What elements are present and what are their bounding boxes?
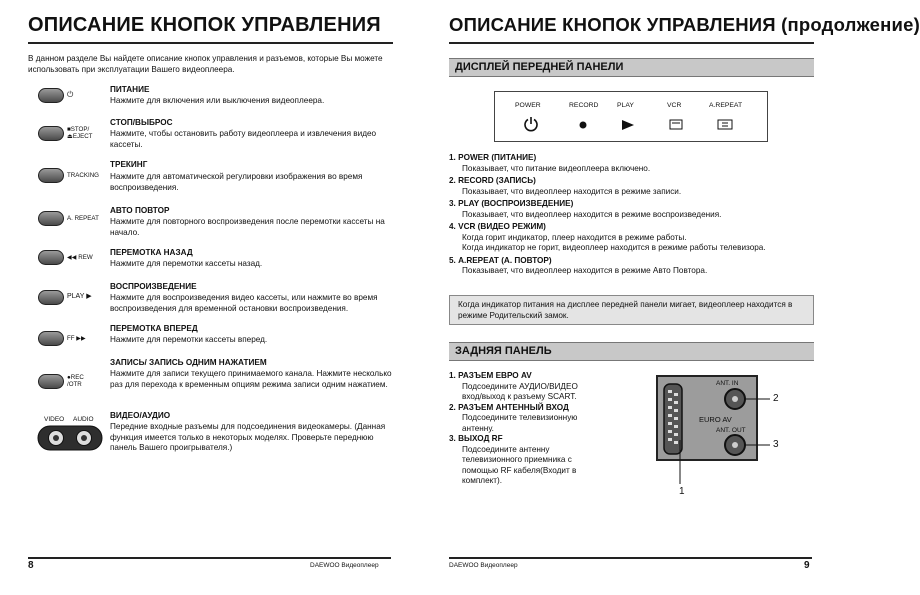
euro-av-label: EURO AV (699, 415, 732, 424)
display-vcr-icon (669, 119, 683, 130)
display-label-record: RECORD (569, 102, 599, 109)
display-power-icon (523, 116, 539, 132)
rew-label: ◀◀ REW (67, 254, 93, 261)
item-desc-stop-eject: Нажмите, чтобы остановить работу видеоплеера и извлечения видео кассеты. (110, 129, 377, 149)
item-title-rew: ПЕРЕМОТКА НАЗАД (110, 248, 193, 257)
display-play-icon (621, 119, 635, 131)
display-item-record: 2. RECORD (ЗАПИСЬ) Показывает, что видеоплеер находится в режиме записи. (449, 176, 682, 196)
display-record-icon (578, 120, 588, 130)
ff-label: FF ▶▶ (67, 335, 86, 342)
rew-button-graphic (38, 250, 64, 265)
ant-in-label: ANT. IN (716, 380, 739, 387)
callout-2: 2 (773, 393, 779, 404)
rec-otr-label: ●REC /OTR (67, 374, 84, 388)
item-title-tracking: ТРЕКИНГ (110, 160, 148, 169)
power-icon: ⏻ (67, 90, 74, 99)
callout-1: 1 (679, 486, 685, 497)
rear-panel-section: ЗАДНЯЯ ПАНЕЛЬ (449, 342, 814, 361)
right-footer: DAEWOO Видеоплеер (449, 562, 518, 569)
play-button-graphic (38, 290, 64, 305)
right-title-rule (449, 42, 814, 44)
right-page-number: 9 (804, 560, 810, 571)
item-title-a-repeat: АВТО ПОВТОР (110, 206, 170, 215)
item-desc-a-repeat: Нажмите для повторного воспроизведения после перемотки кассеты на начало. (110, 217, 385, 237)
ff-button-graphic (38, 331, 64, 346)
item-desc-power: Нажмите для включения или выключения видеоплеера. (110, 96, 325, 105)
right-title-cont: (продолжение) (781, 14, 920, 35)
item-title-video-audio: ВИДЕО/АУДИО (110, 411, 171, 420)
stop-eject-label: ■STOP/ ⏏EJECT (67, 126, 93, 140)
left-footer-rule (28, 557, 391, 559)
rear-item-rf-out: 3. ВЫХОД RF Подсоедините антенну телевизионного приемника с помощью RF кабеля(Входит в комплект). (449, 434, 577, 485)
ant-out-label: ANT. OUT (716, 427, 746, 434)
left-title-rule (28, 42, 393, 44)
av-jacks-graphic (37, 425, 103, 451)
display-a-repeat-icon (717, 119, 733, 130)
parental-lock-note: Когда индикатор питания на дисплее передней панели мигает, видеоплеер находится в режиме Родительский замок. (449, 295, 814, 325)
rear-panel-graphic (640, 370, 790, 500)
a-repeat-label: A. REPEAT (67, 215, 99, 222)
item-desc-rew: Нажмите для перемотки кассеты назад. (110, 259, 263, 268)
tracking-label: TRACKING (67, 172, 99, 179)
left-intro: В данном разделе Вы найдете описание кнопок управления и разъемов, которые Вы можете использовать при эксплуатации Вашего видеоплеера. (28, 54, 383, 74)
front-display-section: ДИСПЛЕЙ ПЕРЕДНЕЙ ПАНЕЛИ (449, 58, 814, 77)
callout-3: 3 (773, 439, 779, 450)
display-label-play: PLAY (617, 102, 634, 109)
item-desc-video-audio: Передние входные разъемы для подсоединения видеокамеры. (Данная функция имеется только в некоторых моделях. Проверьте переднюю панель Вашего проигрывателя.) (110, 422, 386, 452)
item-desc-rec: Нажмите для записи текущего принимаемого канала. Нажмите несколько раз для перехода к временным опциям режима записи одним нажатием. (110, 369, 392, 389)
a-repeat-button-graphic (38, 211, 64, 226)
stop-eject-button-graphic (38, 126, 64, 141)
item-title-rec: ЗАПИСЬ/ ЗАПИСЬ ОДНИМ НАЖАТИЕМ (110, 358, 267, 367)
item-desc-play: Нажмите для воспроизведения видео кассеты, или нажмите во время воспроизведения для временной остановки воспроизведения. (110, 293, 378, 313)
item-title-stop-eject: СТОП/ВЫБРОС (110, 118, 173, 127)
audio-jack-label: AUDIO (73, 416, 94, 423)
display-label-vcr: VCR (667, 102, 682, 109)
display-item-power: 1. POWER (ПИТАНИЕ) Показывает, что питание видеоплеера включено. (449, 153, 651, 173)
right-page-title (449, 14, 920, 36)
rear-item-list (449, 371, 599, 487)
right-title-main: ОПИСАНИЕ КНОПОК УПРАВЛЕНИЯ (449, 14, 776, 35)
tracking-button-graphic (38, 168, 64, 183)
item-title-power: ПИТАНИЕ (110, 85, 150, 94)
rear-item-euro-av: 1. РАЗЪЕМ ЕВРО AV Подсоедините АУДИО/ВИДЕО вход/выход к разъему SCART. (449, 371, 578, 401)
left-page-title: ОПИСАНИЕ КНОПОК УПРАВЛЕНИЯ (28, 14, 381, 36)
power-button-graphic (38, 88, 64, 103)
right-footer-rule (449, 557, 812, 559)
rear-item-ant-in: 2. РАЗЪЕМ АНТЕННЫЙ ВХОД Подсоедините телевизионную антенну. (449, 402, 578, 433)
display-item-list (449, 153, 819, 277)
item-title-play: ВОСПРОИЗВЕДЕНИЕ (110, 282, 197, 291)
front-display-box (494, 91, 768, 142)
item-desc-ff: Нажмите для перемотки кассеты вперед. (110, 335, 268, 344)
left-page-number: 8 (28, 560, 34, 571)
display-item-a-repeat: 5. A.REPEAT (А. ПОВТОР) Показывает, что видеоплеер находится в режиме Авто Повтора. (449, 255, 708, 275)
item-desc-tracking: Нажмите для автоматической регулировки изображения во время воспроизведения. (110, 172, 363, 192)
video-jack-label: VIDEO (44, 416, 65, 423)
left-footer: DAEWOO Видеоплеер (310, 562, 379, 569)
item-title-ff: ПЕРЕМОТКА ВПЕРЕД (110, 324, 198, 333)
play-label: PLAY ▶ (67, 293, 92, 300)
display-label-power: POWER (515, 102, 541, 109)
display-label-a-repeat: A.REPEAT (709, 102, 743, 109)
rec-button-graphic (38, 374, 64, 389)
display-item-play: 3. PLAY (ВОСПРОИЗВЕДЕНИЕ) Показывает, что видеоплеер находится в режиме воспроизведения. (449, 199, 722, 219)
display-item-vcr: 4. VCR (ВИДЕО РЕЖИМ) Когда горит индикатор, плеер находится в режиме работы. Когда индикатор не горит, видеоплеер находится в режиме работы телевизора. (449, 222, 766, 252)
